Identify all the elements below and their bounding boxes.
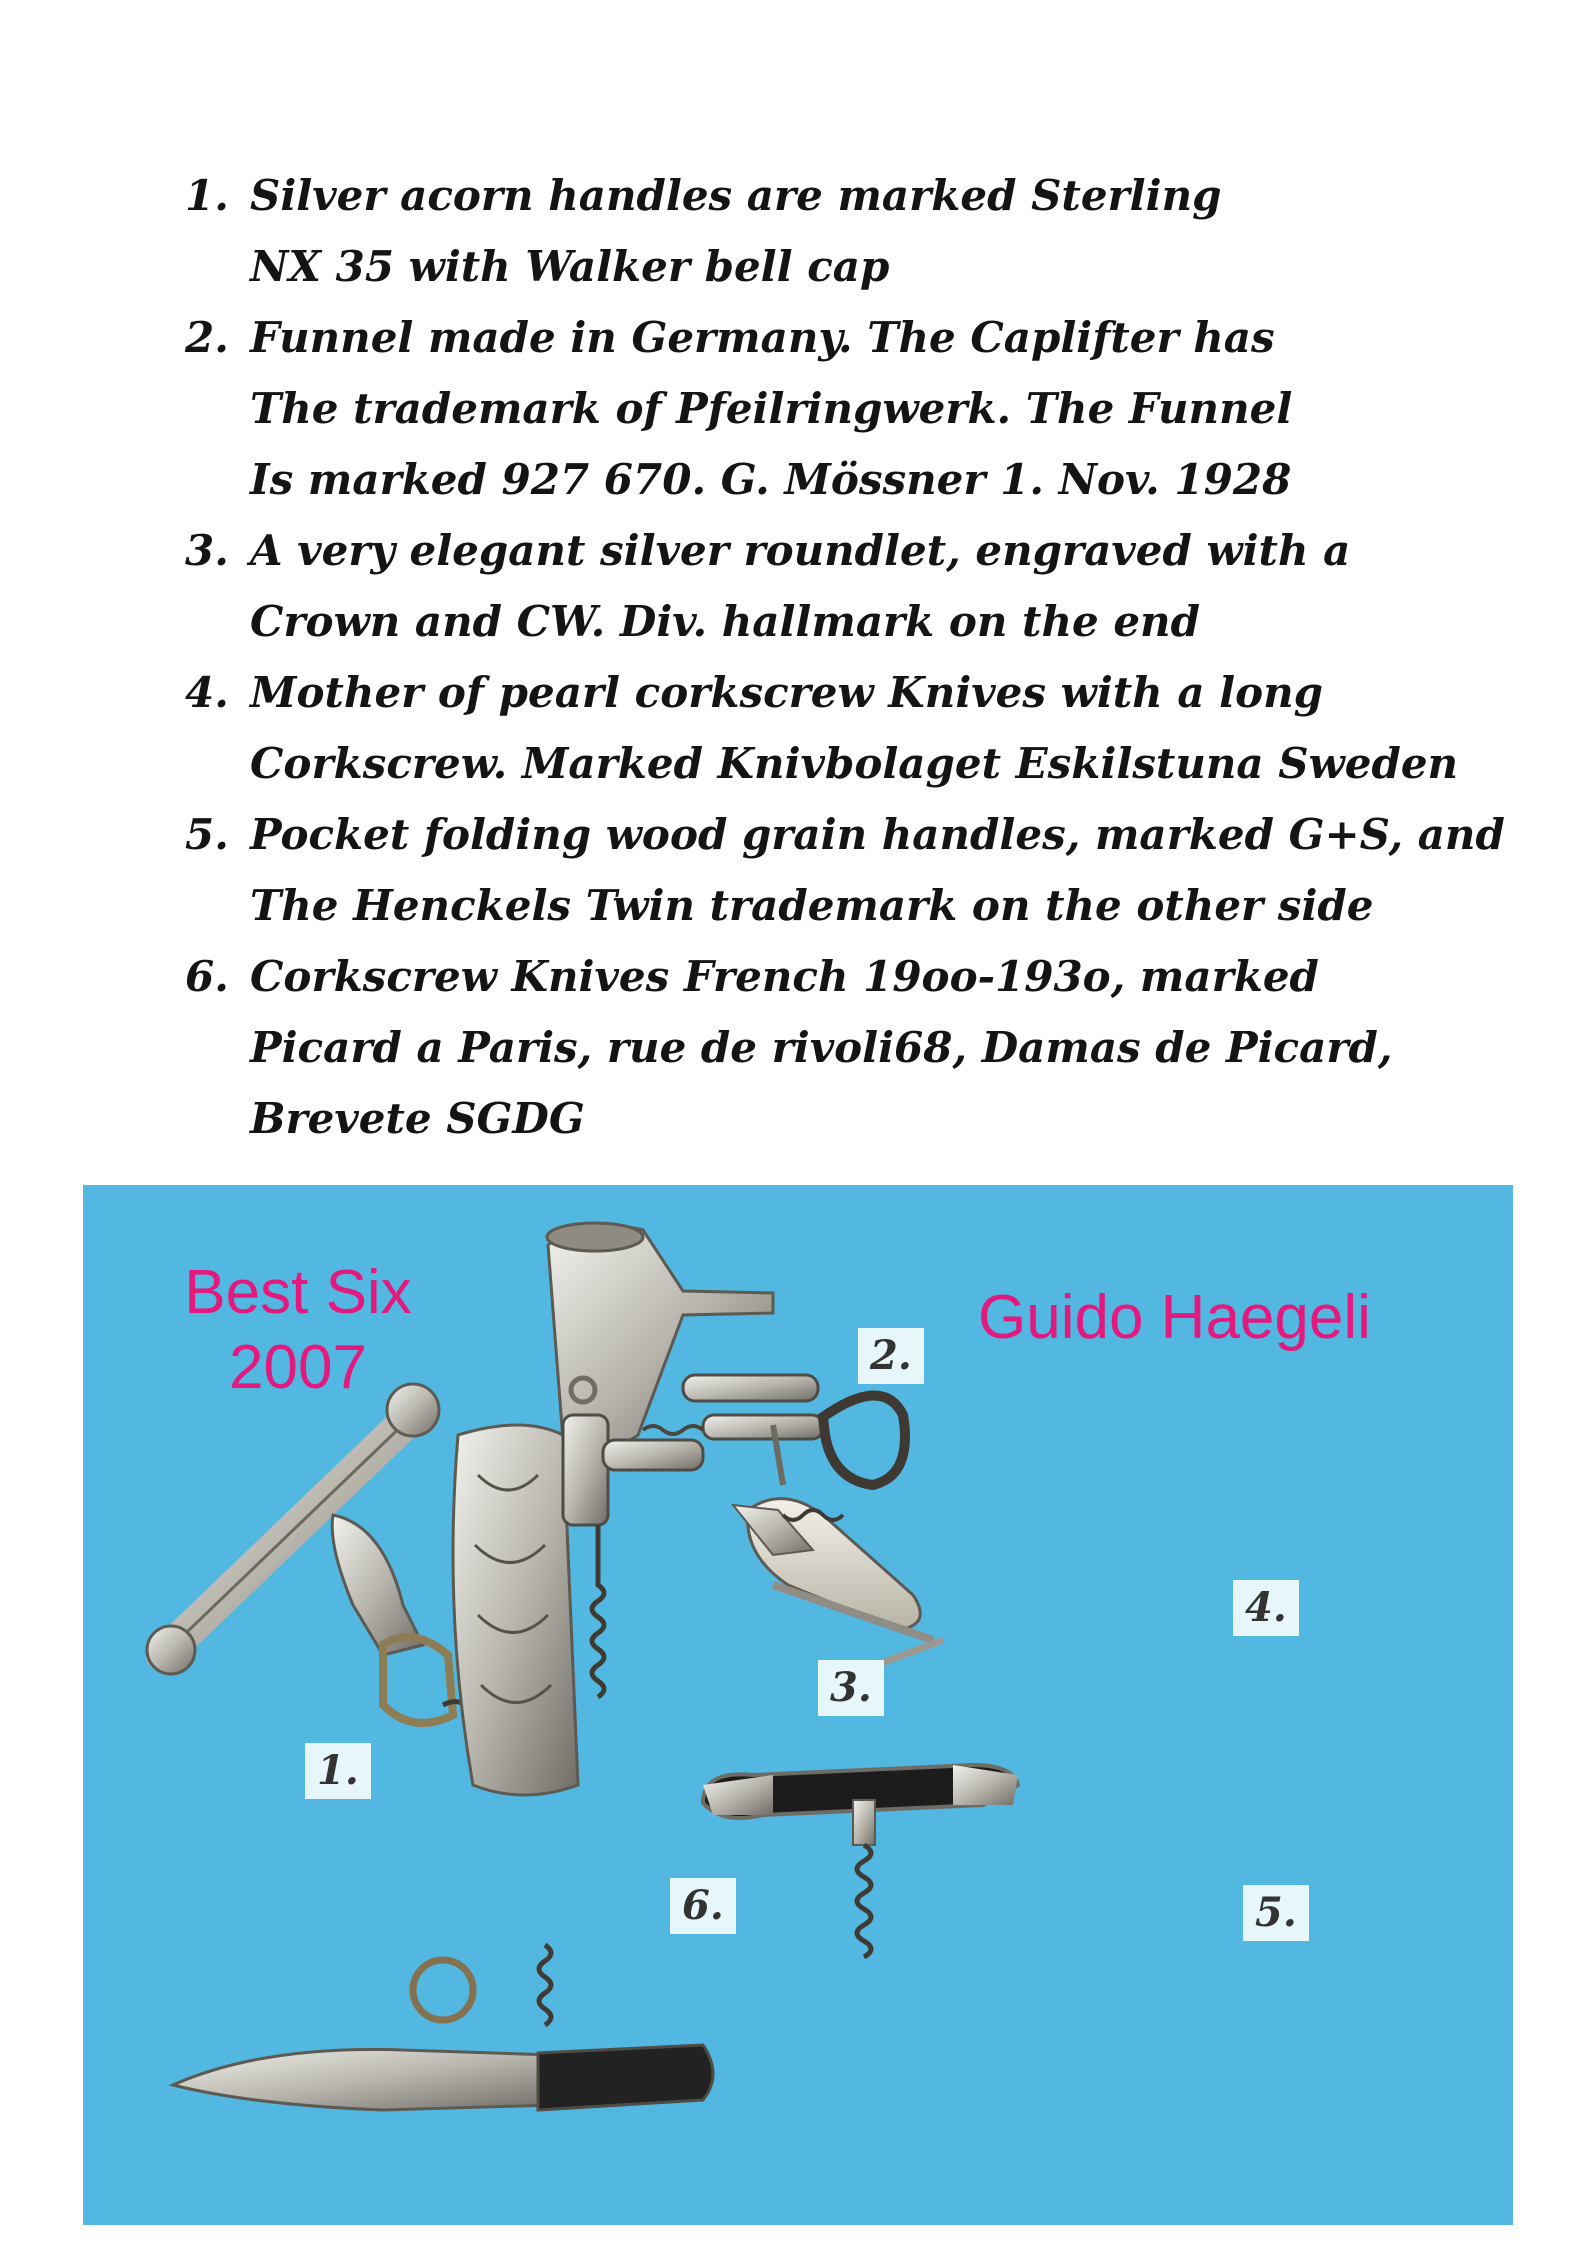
item-number: 1. bbox=[185, 171, 229, 220]
item-line: Mother of pearl corkscrew Knives with a long bbox=[250, 668, 1324, 717]
item-number: 5. bbox=[185, 810, 229, 859]
item-line: Funnel made in Germany. The Caplifter has bbox=[250, 313, 1275, 362]
list-item bbox=[185, 941, 1435, 1154]
item-line: Crown and CW. Div. hallmark on the end bbox=[250, 597, 1200, 646]
label-2: 2. bbox=[858, 1328, 924, 1384]
description-list bbox=[185, 160, 1505, 1154]
item-line: NX 35 with Walker bell cap bbox=[250, 242, 890, 291]
item-line: The trademark of Pfeilringwerk. The Funnel bbox=[250, 384, 1293, 433]
item-number: 2. bbox=[185, 313, 229, 362]
label-4: 4. bbox=[1233, 1580, 1299, 1636]
picard-knife bbox=[173, 1945, 713, 2110]
item-number: 3. bbox=[185, 526, 229, 575]
item-line: Is marked 927 670. G. Mössner 1. Nov. 1928 bbox=[250, 455, 1292, 504]
item-line: Corkscrew Knives French 19oo-193o, marked bbox=[250, 952, 1319, 1001]
best-six-title bbox=[138, 1255, 458, 1405]
item-line: The Henckels Twin trademark on the other side bbox=[250, 881, 1374, 930]
item-line: Brevete SGDG bbox=[250, 1094, 585, 1143]
list-item bbox=[185, 302, 1435, 515]
label-5: 5. bbox=[1243, 1885, 1309, 1941]
item-number: 6. bbox=[185, 952, 229, 1001]
item-line: Picard a Paris, rue de rivoli68, Damas de Picard, bbox=[250, 1023, 1393, 1072]
list-item bbox=[185, 657, 1459, 799]
title-line: Best Six bbox=[184, 1258, 412, 1327]
item-line: Corkscrew. Marked Knivbolaget Eskilstuna Sweden bbox=[250, 739, 1459, 788]
item-line: Pocket folding wood grain handles, marked G+S, and bbox=[250, 810, 1505, 859]
item-line: Silver acorn handles are marked Sterling bbox=[250, 171, 1222, 220]
corkscrew-photo bbox=[83, 1185, 1513, 2225]
list-item bbox=[185, 515, 1435, 657]
silver-roundlet bbox=[453, 1378, 703, 1795]
folding-corkscrew bbox=[703, 1765, 1018, 1957]
label-6: 6. bbox=[670, 1878, 736, 1934]
list-item bbox=[185, 799, 1505, 941]
list-item bbox=[185, 160, 1435, 302]
item-number: 4. bbox=[185, 668, 229, 717]
item-line: A very elegant silver roundlet, engraved with a bbox=[250, 526, 1351, 575]
label-3: 3. bbox=[818, 1660, 884, 1716]
author-name: Guido Haegeli bbox=[978, 1283, 1371, 1352]
title-year: 2007 bbox=[229, 1333, 367, 1402]
label-1: 1. bbox=[305, 1743, 371, 1799]
